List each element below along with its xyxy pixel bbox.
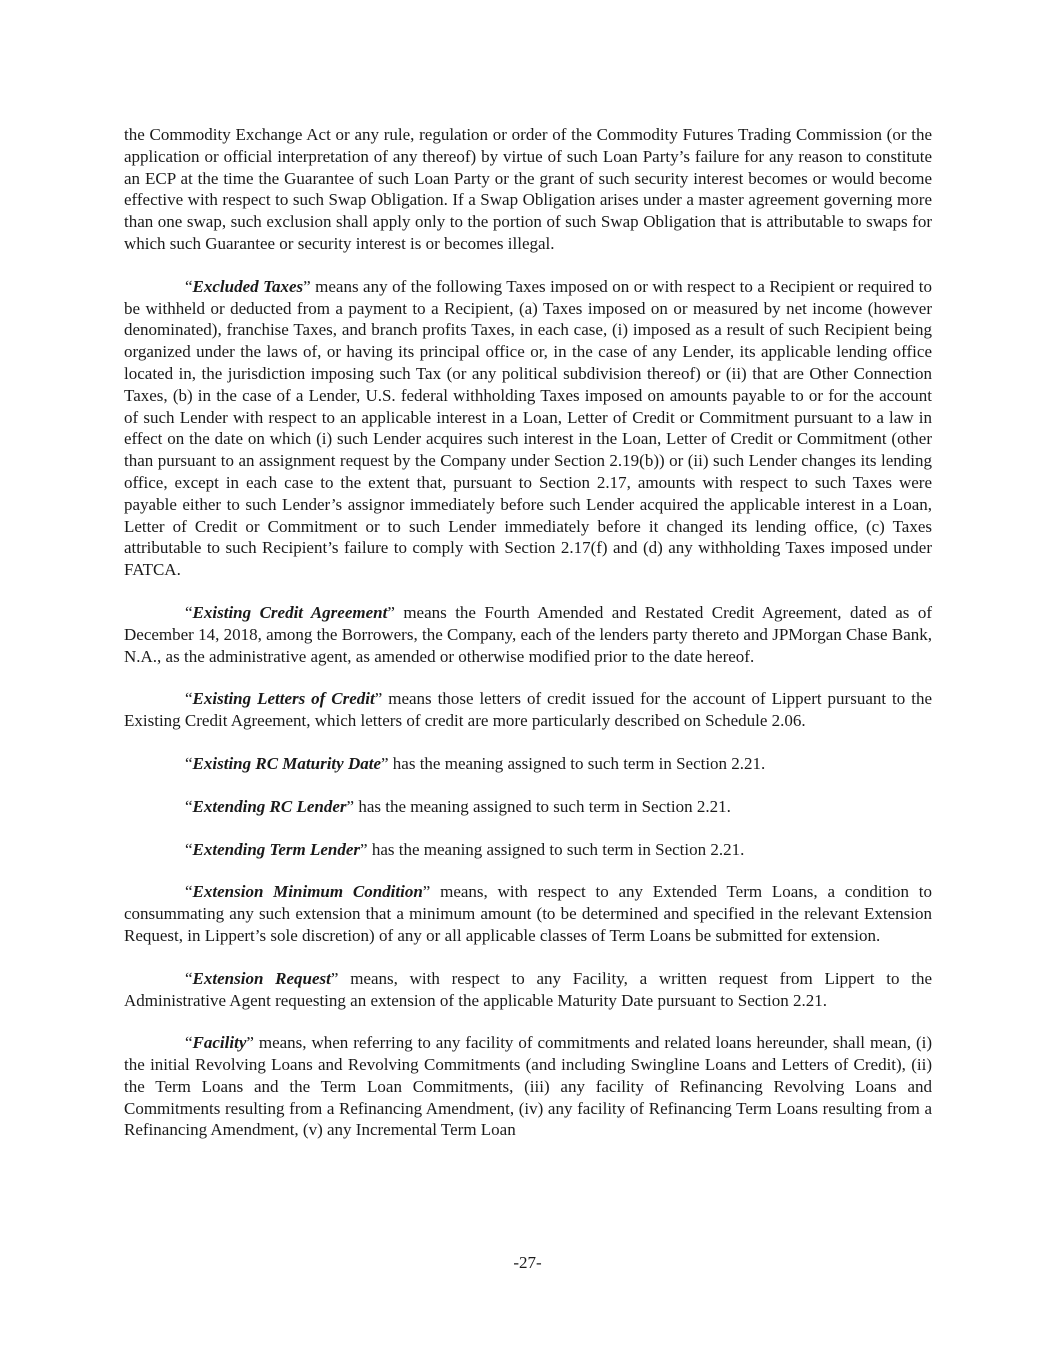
- defined-term: Existing RC Maturity Date: [192, 753, 381, 773]
- defined-term: Extension Minimum Condition: [192, 882, 423, 902]
- document-body: [124, 124, 932, 1162]
- open-quote: “: [185, 968, 193, 988]
- definition-paragraph: [124, 796, 932, 818]
- page-number: -27-: [513, 1253, 542, 1272]
- definition-paragraph: [124, 276, 932, 581]
- open-quote: “: [185, 882, 193, 902]
- close-quote: ”: [381, 753, 389, 773]
- close-quote: ”: [387, 602, 395, 622]
- defined-term: Existing Letters of Credit: [192, 689, 375, 709]
- defined-term: Extending Term Lender: [192, 839, 361, 859]
- definition-paragraph: [124, 753, 932, 775]
- definition-text: has the meaning assigned to such term in Section 2.21.: [354, 796, 731, 816]
- definition-text: means the Fourth Amended and Restated Credit Agreement, dated as of December 14, 2018, among the Borrowers, the Company, each of the lenders party thereto and JPMorgan Chase Bank, N.A., as the administrative agent, as amended or otherwise modified prior to the date hereof.: [124, 602, 932, 666]
- open-quote: “: [185, 796, 193, 816]
- definition-paragraph: [124, 968, 932, 1012]
- definition-paragraph: [124, 1032, 932, 1141]
- defined-term: Excluded Taxes: [192, 276, 304, 296]
- open-quote: “: [185, 1033, 193, 1053]
- defined-term: Extending RC Lender: [192, 796, 347, 816]
- close-quote: ”: [246, 1033, 254, 1053]
- definition-text: means, with respect to any Facility, a written request from Lippert to the Administrative Agent requesting an extension of the applicable Maturity Date pursuant to Section 2.21.: [124, 968, 932, 1010]
- close-quote: ”: [422, 882, 431, 902]
- paragraph-text: the Commodity Exchange Act or any rule, regulation or order of the Commodity Futures Trading Commission (or the application or official interpretation of any thereof) by virtue of such Loan Party’s failure for any reason to constitute an ECP at the time the Guarantee of such Loan Party or the grant of such security interest becomes or would become effective with respect to such Swap Obligation. If a Swap Obligation arises under a master agreement governing more than one swap, such exclusion shall apply only to the portion of such Swap Obligation that is attributable to swaps for which such Guarantee or security interest is or becomes illegal.: [124, 125, 932, 253]
- paragraph-continuation: [124, 124, 932, 255]
- close-quote: ”: [360, 839, 368, 859]
- definition-paragraph: [124, 839, 932, 861]
- definition-text: means, when referring to any facility of commitments and related loans hereunder, shall mean, (i) the initial Revolving Loans and Revolving Commitments (and including Swingline Loans and Letters of Credit), (ii) the Term Loans and the Term Loan Commitments, (iii) any facility of Refinancing Revolving Loans and Commitments resulting from a Refinancing Amendment, (iv) any facility of Refinancing Term Loans resulting from a Refinancing Amendment, (v) any Incremental Term Loan: [124, 1033, 932, 1140]
- definition-paragraph: [124, 688, 932, 732]
- close-quote: ”: [303, 276, 311, 296]
- definition-paragraph: [124, 881, 932, 946]
- defined-term: Facility: [192, 1033, 247, 1053]
- defined-term: Extension Request: [192, 968, 331, 988]
- defined-term: Existing Credit Agreement: [192, 602, 388, 622]
- open-quote: “: [185, 753, 193, 773]
- open-quote: “: [185, 602, 193, 622]
- definition-text: has the meaning assigned to such term in Section 2.21.: [367, 839, 745, 859]
- open-quote: “: [185, 689, 193, 709]
- definition-text: means those letters of credit issued for the account of Lippert pursuant to the Existing Credit Agreement, which letters of credit are more particularly described on Schedule 2.06.: [124, 689, 932, 731]
- definition-text: means, with respect to any Extended Term Loans, a condition to consummating any such extension that a minimum amount (to be determined and specified in the relevant Extension Request, in Lippert’s sole discretion) of any or all applicable classes of Term Loans be submitted for extension.: [124, 882, 932, 945]
- close-quote: ”: [346, 796, 355, 816]
- close-quote: ”: [374, 689, 383, 709]
- open-quote: “: [185, 276, 193, 296]
- definition-text: has the meaning assigned to such term in Section 2.21.: [388, 753, 766, 773]
- close-quote: ”: [330, 968, 339, 988]
- definition-paragraph: [124, 602, 932, 667]
- open-quote: “: [185, 839, 193, 859]
- definition-text: means any of the following Taxes imposed on or with respect to a Recipient or required to be withheld or deducted from a payment to a Recipient, (a) Taxes imposed on or measured by net income (however denominated), franchise Taxes, and branch profits Taxes, in each case, (i) imposed as a result of such Recipient being organized under the laws of, or having its principal office or, in the case of any Lender, its applicable lending office located in, the jurisdiction imposing such Tax (or any political subdivision thereof) or (ii) that are Other Connection Taxes, (b) in the case of a Lender, U.S. federal withholding Taxes imposed on amounts payable to or for the account of such Lender with respect to an applicable interest in a Loan, Letter of Credit or Commitment pursuant to a law in effect on the date on which (i) such Lender acquires such interest in the Loan, Letter of Credit or Commitment (other than pursuant to an assignment request by the Company under Section 2.19(b)) or (ii) such Lender changes its lending office, except in each case to the extent that, pursuant to Section 2.17, amounts with respect to such Taxes were payable either to such Lender’s assignor immediately before such Lender acquired the applicable interest in a Loan, Letter of Credit or Commitment or to such Lender immediately before it changed its lending office, (c) Taxes attributable to such Recipient’s failure to comply with Section 2.17(f) and (d) any withholding Taxes imposed under FATCA.: [124, 276, 933, 580]
